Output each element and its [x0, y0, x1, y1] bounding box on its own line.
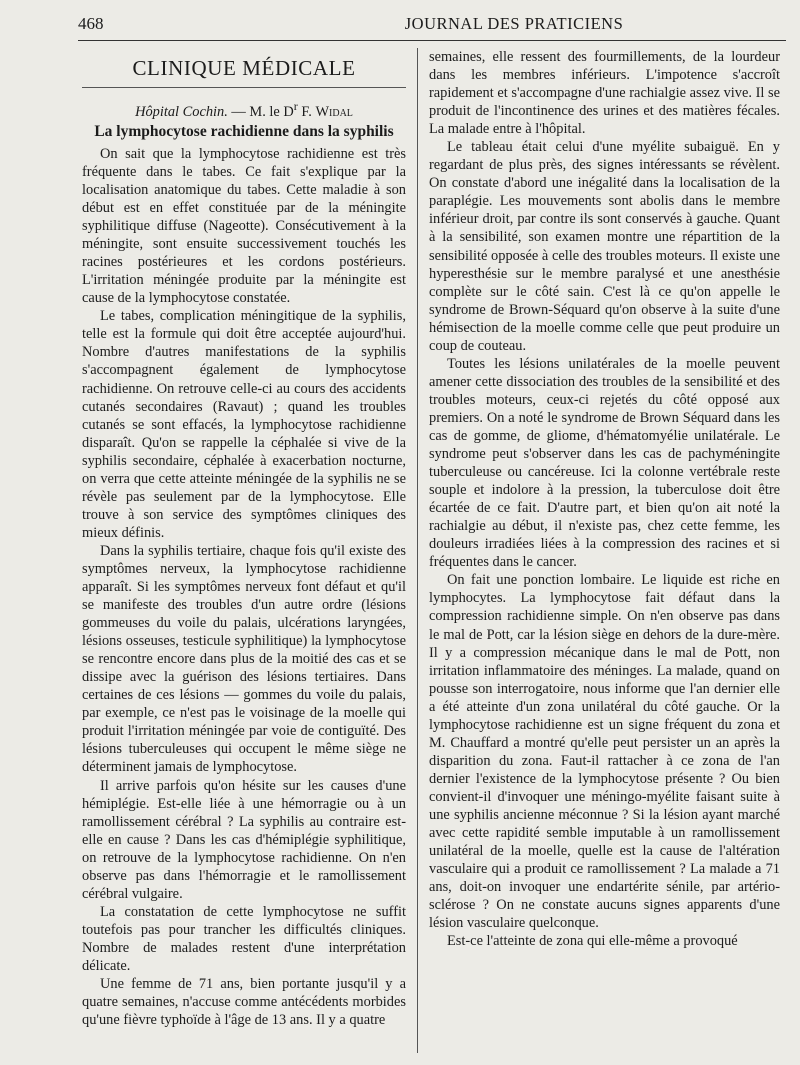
column-divider: [417, 48, 418, 1053]
paragraph: Dans la syphilis tertiaire, chaque fois qu'il existe des symptômes nerveux, la lymphocytose rachidienne apparaît. Si les symptômes nerveux font défaut et qu'il se manifeste des troubles d'un autre ordre (lésions gommeuses du voile du palais, ulcérations laryngées, lésions osseuses, testicule syphilitique) la lymphocytose se rencontre encore dans plus de la moitié des cas et se dissipe avec la guérison des lésions tertiaires. Dans certaines de ces lésions — gommes du voile du palais, par exemple, ce n'est pas le voisinage de la moelle qui produit l'irritation méningée par voie de contiguïté. Des lésions tuberculeuses qui occupent le même siège ne déterminent jamais de lymphocytose.: [82, 542, 406, 776]
paragraph: On sait que la lymphocytose rachidienne est très fréquente dans le tabes. Ce fait s'explique par la localisation anatomique du tabes. Cette maladie à son début est en effet constituée par de la méningite syphilitique diffuse (Nageotte). Consécutivement à la méningite, sont ensuite successivement touchés les racines postérieures et les cordons postérieurs. L'irritation méningée produite par la méningite est cause de la lymphocytose constatée.: [82, 145, 406, 307]
paragraph: Le tabes, complication méningitique de la syphilis, telle est la formule qui doit être acceptée aujourd'hui. Nombre d'autres manifestations de la syphilis s'accompagnent également de lymphocytose rachidienne. On retrouve celle-ci au cours des accidents cutanés secondaires (Ravaut) ; quand les troubles cutanés se sont effacés, la lymphocytose rachidienne disparaît. Qu'on se rappelle la céphalée si vive de la syphilis secondaire, céphalée à exacerbation nocturne, on verra que cette atteinte méningée de la syphilis ne se révèle pas seulement par de la lymphocytose. Elle trouve à son service des symptômes cliniques des mieux définis.: [82, 308, 406, 541]
article-title: La lymphocytose rachidienne dans la syphilis: [94, 122, 394, 140]
paragraph: Une femme de 71 ans, bien portante jusqu'il y a quatre semaines, n'accuse comme antécédents morbides qu'une fièvre typhoïde à l'âge de 13 ans. Il y a quatre: [82, 976, 406, 1029]
journal-title: JOURNAL DES PRATICIENS: [404, 14, 624, 33]
byline: [82, 97, 406, 121]
paragraph: La constatation de cette lymphocytose ne suffit toutefois pas pour trancher les difficultés cliniques. Nombre de malades restent d'une interprétation délicate.: [82, 903, 406, 974]
author-name: Widal: [315, 103, 353, 120]
paragraph-continued: semaines, elle ressent des fourmillements, de la lourdeur dans les membres inférieurs. L'impotence s'accroît rapidement et s'accompagne d'une rachialgie assez vive. Il se produit de l'incontinence des urines et des matières fécales. La malade entre à l'hôpital.: [429, 49, 780, 138]
author-initial: F.: [297, 103, 316, 120]
paragraph: Est-ce l'atteinte de zona qui elle-même a provoqué: [447, 933, 738, 950]
paragraph: On fait une ponction lombaire. Le liquide est riche en lymphocytes. La lymphocytose fait défaut dans la compression rachidienne simple. On n'en observe pas dans le mal de Pott, car la lésion siège en dehors de la dure-mère. Il y a compression mécanique dans le mal de Pott, non irritation inflammatoire des méninges. La malade, quand on pousse son interrogatoire, nous informe que l'an dernier elle a été atteinte d'un zona unilatéral du côté gauche. Or la lymphocytose rachidienne est un signe fréquent du zona et M. Chauffard a montré qu'elle peut persister un an après la disparition du zona. Faut-il rattacher à ce zona de l'an dernier l'existence de la lymphocytose présente ? Ou bien convient-il d'invoquer une méningo-myélite faisant suite à une syphilis ancienne méconnue ? Si la lésion ayant marché avec cette rapidité semble imputable à un ramollissement unilatéral de la moelle, quelle est la cause de l'altération vasculaire qui a produit ce ramollissement ? La malade a 71 ans, doit-on invoquer une endartérite sénile, par artério-sclérose ? On ne constate aucuns signes apparents d'une lésion vasculaire quelconque.: [429, 572, 780, 932]
section-title: CLINIQUE MÉDICALE: [82, 54, 406, 88]
author-prefix: M. le D: [249, 103, 294, 120]
header-rule: [78, 40, 786, 41]
paragraph: Le tableau était celui d'une myélite subaiguë. En y regardant de plus près, des signes intéressants se révèlent. On constate d'abord une inégalité dans la localisation de la paraplégie. Les mouvements sont abolis dans le membre inférieur droit, par contre ils sont conservés à gauche. Quant à la sensibilité, son examen montre une répartition de la sensibilité opposée à celle des troubles moteurs. Il existe une hyperesthésie sur le membre paralysé et une anesthésie complète sur le côté sain. C'est là ce qu'on appelle le syndrome de Brown-Séquard qu'on observe à la suite d'une hémisection de la moelle comme celle que peut produire un coup de couteau.: [429, 139, 780, 354]
left-column: [82, 48, 406, 1029]
author-sup: r: [293, 99, 298, 113]
paragraph: Toutes les lésions unilatérales de la moelle peuvent amener cette dissociation des troubles de la sensibilité et des troubles moteurs, ceux-ci rejetés du côté opposé aux premiers. On a noté le syndrome de Brown Séquard dans les cas de gomme, de gliome, d'hématomyélie unilatérale. Le syndrome peut s'observer dans les cas de pachyméningite tuberculeuse ou cancéreuse. Ici la colonne vertébrale reste souple et indolore à la pression, la tuberculose doit être écartée de ce fait. D'autre part, et bien qu'on ait noté la rachialgie au début, il n'existe pas, chez cette femme, les douleurs irradiées liées à la compression des racines et si fréquentes dans le cancer.: [429, 355, 780, 571]
byline-separator: —: [227, 103, 250, 120]
running-head: [78, 14, 790, 38]
paragraph: Il arrive parfois qu'on hésite sur les causes d'une hémiplégie. Est-elle liée à une hémorragie ou à un ramollissement cérébral ? La syphilis au contraire est-elle en cause ? Dans les cas d'hémiplégie syphilitique, on retrouve de la lymphocytose rachidienne. On n'en observe pas dans l'hémorragie et le ramollissement cérébral vulgaire.: [82, 777, 406, 902]
page-number: 468: [78, 14, 104, 33]
right-column: [429, 48, 780, 950]
hospital-name: Hôpital Cochin.: [135, 103, 228, 120]
